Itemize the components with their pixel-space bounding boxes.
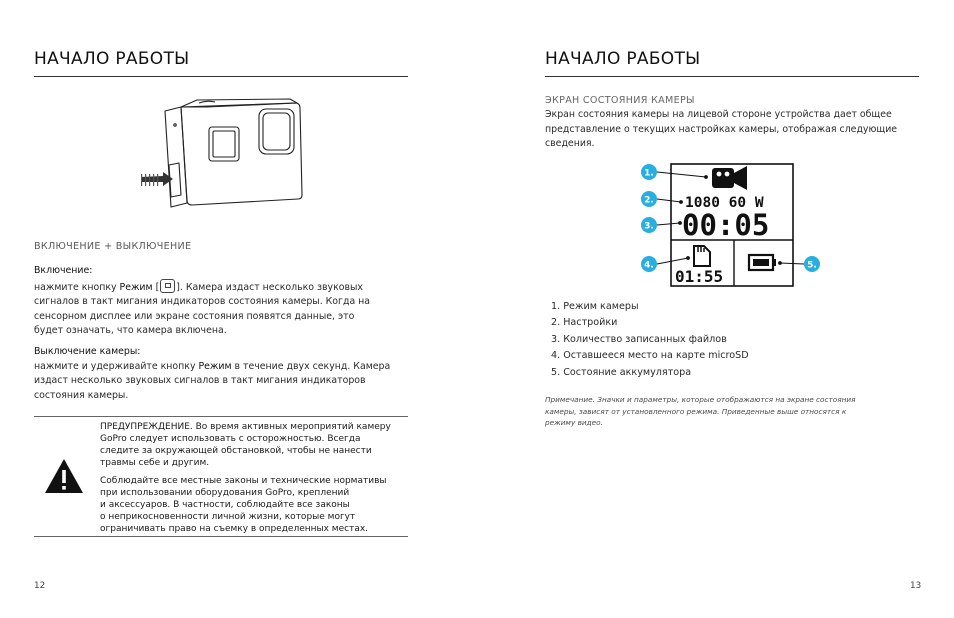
mode-button-icon: [160, 279, 175, 293]
status-items-list: [551, 299, 911, 381]
right-page-number: 13: [910, 581, 922, 591]
warning-bottom-rule: [34, 536, 408, 537]
power-off-line-3: состояния камеры.: [34, 389, 129, 401]
warning-top-rule: [34, 416, 408, 417]
svg-text:2.: 2.: [644, 195, 654, 206]
list-item: 3. Количество записанных файлов: [551, 333, 727, 345]
power-on-line-4: будет означать, что камера включена.: [34, 325, 227, 337]
video-mode-icon: [712, 166, 747, 190]
left-page-title: НАЧАЛО РАБОТЫ: [34, 49, 190, 69]
mode-button-label: Режим: [198, 360, 232, 372]
power-off-block: [34, 345, 414, 403]
status-remaining-text: 01:55: [675, 267, 724, 286]
status-screen-intro: Экран состояния камеры на лицевой стороне устройства дает общее представление о текущих настройках камеры, отображая следующие сведения.: [545, 109, 898, 150]
list-item: 2. Настройки: [551, 317, 618, 329]
power-off-heading: Выключение камеры:: [34, 346, 141, 357]
warning-paragraph-2: Соблюдайте все местные законы и технические нормативы при использовании оборудования GoPro, креплений и аксессуаров. В частности, соблюдайте все законы о неприкосновенности личной жизни, которые могут ограничивать право на съемку в определенных местах.: [100, 476, 387, 534]
power-on-heading: Включение:: [34, 265, 93, 276]
svg-text:3.: 3.: [644, 221, 654, 232]
power-section-title: ВКЛЮЧЕНИЕ + ВЫКЛЮЧЕНИЕ: [34, 241, 192, 252]
callout-2: [641, 191, 657, 207]
left-title-rule: [34, 76, 408, 77]
list-item: 4. Оставшееся место на карте microSD: [551, 350, 749, 362]
callout-4: [641, 256, 657, 272]
svg-text:5.: 5.: [807, 260, 817, 271]
right-title-rule: [545, 76, 919, 77]
callout-5: [804, 256, 820, 272]
callout-3: [641, 217, 657, 233]
warning-paragraph-1: ПРЕДУПРЕЖДЕНИЕ. Во время активных мероприятий камеру GoPro следует использовать с осторожностью. Всегда следите за окружающей обстановкой, чтобы не нанести травмы себе и другим.: [100, 422, 391, 468]
power-off-line-2: издаст несколько звуковых сигналов в такт мигания индикаторов: [34, 375, 366, 387]
power-on-block: [34, 264, 414, 339]
power-on-line-1: нажмите кнопку Режим [ ]. Камера издаст несколько звуковых: [34, 279, 414, 296]
status-screen-diagram: [636, 160, 826, 292]
svg-text:1.: 1.: [644, 168, 654, 179]
power-on-line-2: сигналов в такт мигания индикаторов состояния камеры. Когда на: [34, 296, 371, 308]
list-item: 5. Состояние аккумулятора: [551, 366, 692, 378]
svg-text:4.: 4.: [644, 260, 654, 271]
status-timer-text: 00:05: [682, 208, 770, 242]
mode-button-label: Режим: [119, 281, 153, 293]
status-screen-note: Примечание. Значки и параметры, которые отображаются на экране состояния камеры, зависят от установленного режима. Приведенные выше относятся к режиму видео.: [545, 395, 856, 427]
warning-icon: [44, 458, 84, 494]
list-item: 1. Режим камеры: [551, 301, 639, 312]
camera-illustration: [135, 95, 310, 215]
status-screen-section-title: ЭКРАН СОСТОЯНИЯ КАМЕРЫ: [545, 95, 695, 106]
left-page-number: 12: [34, 581, 46, 591]
power-off-line-1: нажмите и удерживайте кнопку Режим в течение двух секунд. Камера: [34, 360, 391, 372]
status-settings-text: 1080 60 W: [685, 195, 764, 211]
power-on-line-3: сенсорном дисплее или экране состояния появятся данные, это: [34, 310, 355, 322]
callout-1: [641, 164, 657, 180]
right-page-title: НАЧАЛО РАБОТЫ: [545, 49, 701, 69]
